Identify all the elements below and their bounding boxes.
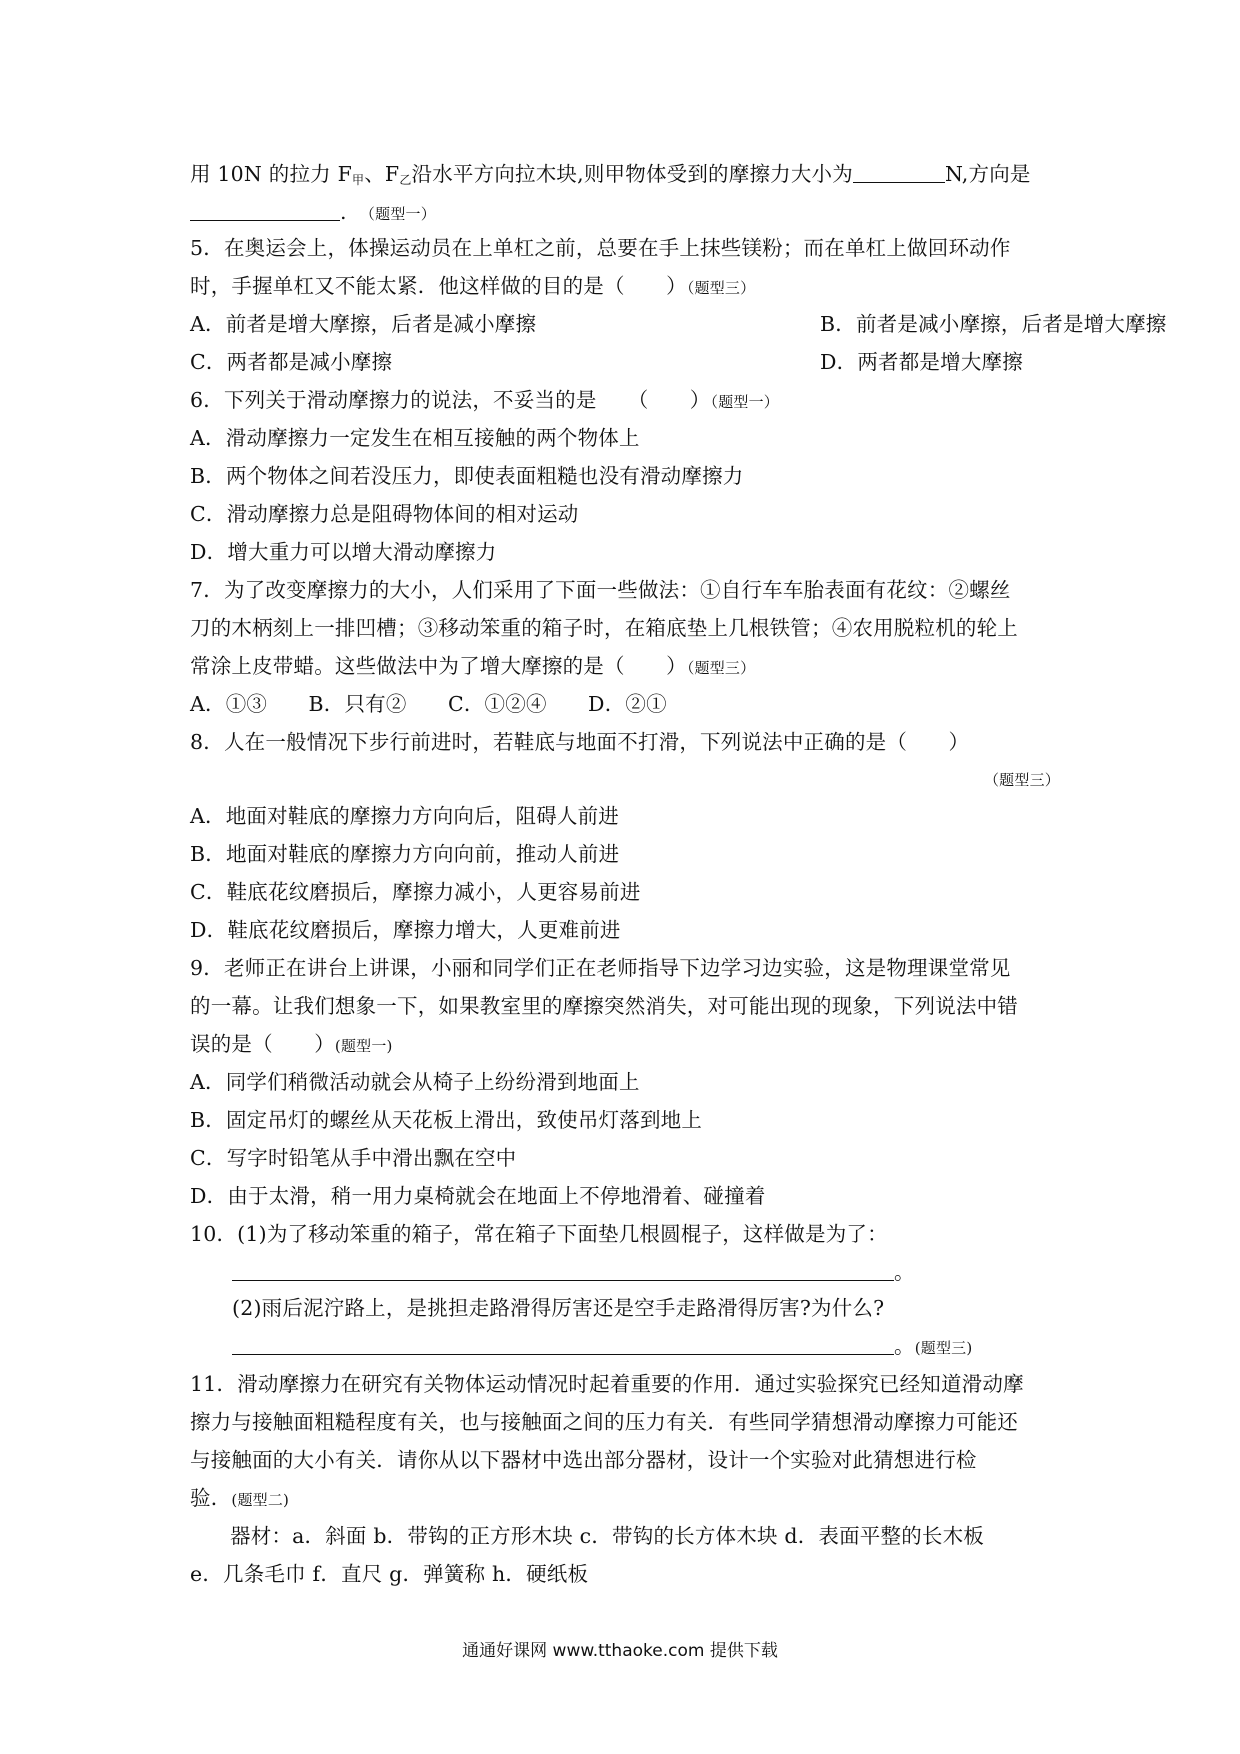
option-d: D．增大重力可以增大滑动摩擦力 <box>190 540 497 564</box>
q5-text: 时，手握单杠又不能太紧．他这样做的目的是（ ） <box>190 274 687 298</box>
q11-stem-2: 擦力与接触面粗糙程度有关，也与接触面之间的压力有关．有些同学猜想滑动摩擦力可能还 <box>190 1410 1018 1434</box>
option-d: D．鞋底花纹磨损后，摩擦力增大，人更难前进 <box>190 918 621 942</box>
q9-stem-3 <box>190 1028 1060 1062</box>
q4-text: 用 10N 的拉力 F <box>190 162 352 186</box>
question-type-tag: （题型一） <box>710 393 780 411</box>
q6-text: 6．下列关于滑动摩擦力的说法，不妥当的是 （ ） <box>190 388 711 412</box>
q10-part-1: 10．(1)为了移动笨重的箱子，常在箱子下面垫几根圆棍子，这样做是为了： <box>190 1222 888 1246</box>
q5-stem-1: 5．在奥运会上，体操运动员在上单杠之前，总要在手上抹些镁粉；而在单杠上做回环动作 <box>190 236 1011 260</box>
q8-tag-line <box>190 762 1060 796</box>
q7-stem-1: 7．为了改变摩擦力的大小，人们采用了下面一些做法：①自行车车胎表面有花纹：②螺丝 <box>190 578 1011 602</box>
q10-text: 。 <box>894 1334 915 1358</box>
q10-text: 。 <box>894 1260 915 1284</box>
q10-answer-line-1 <box>232 1256 1060 1288</box>
question-type-tag: (题型一) <box>334 1037 393 1055</box>
question-type-tag: （题型三） <box>686 659 756 677</box>
option-c: C．鞋底花纹磨损后，摩擦力减小，人更容易前进 <box>190 880 641 904</box>
question-type-tag: （题型一） <box>367 205 436 223</box>
option-d: D．由于太滑，稍一用力桌椅就会在地面上不停地滑着、碰撞着 <box>190 1184 766 1208</box>
option-b: B．两个物体之间若没压力，即使表面粗糙也没有滑动摩擦力 <box>190 464 744 488</box>
q7-text: 常涂上皮带蜡。这些做法中为了增大摩擦的是（ ） <box>190 654 687 678</box>
q4-text: 、F <box>364 162 400 186</box>
q11-materials-1: 器材：a．斜面 b．带钩的正方形木块 c．带钩的长方体木块 d．表面平整的长木板 <box>230 1524 984 1548</box>
q4-line-2 <box>190 196 1060 230</box>
question-type-tag: （题型三） <box>983 771 1060 789</box>
q11-text: 验． <box>190 1486 232 1510</box>
q4-text: . <box>340 200 347 224</box>
answer-blank[interactable] <box>853 160 945 183</box>
q11-stem-1: 11．滑动摩擦力在研究有关物体运动情况时起着重要的作用．通过实验探究已经知道滑动摩 <box>190 1372 1024 1396</box>
question-type-tag: （题型三） <box>686 279 756 297</box>
q8-stem: 8．人在一般情况下步行前进时，若鞋底与地面不打滑，下列说法中正确的是（ ） <box>190 730 970 754</box>
option-d: D．两者都是增大摩擦 <box>820 350 1023 374</box>
option-a: A．地面对鞋底的摩擦力方向向后，阻碍人前进 <box>190 804 620 828</box>
q7-options: A．①③ B．只有② C．①②④ D．②① <box>190 692 667 716</box>
q4-text: 沿水平方向拉木块,则甲物体受到的摩擦力大小为 <box>411 162 853 186</box>
q5-options-row-1 <box>190 308 1167 340</box>
q4-text: N,方向是 <box>944 162 1031 186</box>
question-type-tag: (题型三) <box>914 1339 973 1357</box>
q7-stem-2: 刀的木柄刻上一排凹槽；③移动笨重的箱子时，在箱底垫上几根铁管；④农用脱粒机的轮上 <box>190 616 1018 640</box>
option-b: B．固定吊灯的螺丝从天花板上滑出，致使吊灯落到地上 <box>190 1108 703 1132</box>
option-c: C．写字时铅笔从手中滑出飘在空中 <box>190 1146 517 1170</box>
option-b: B．地面对鞋底的摩擦力方向向前，推动人前进 <box>190 842 620 866</box>
q6-stem <box>190 384 1060 418</box>
q11-stem-4 <box>190 1482 1060 1516</box>
option-a: A．前者是增大摩擦，后者是减小摩擦 <box>190 312 537 336</box>
q7-stem-3 <box>190 650 1060 684</box>
q11-materials-2: e．几条毛巾 f．直尺 g．弹簧称 h．硬纸板 <box>190 1562 589 1586</box>
q10-answer-line-2 <box>232 1330 1060 1364</box>
q11-stem-3: 与接触面的大小有关．请你从以下器材中选出部分器材，设计一个实验对此猜想进行检 <box>190 1448 977 1472</box>
option-c: C．两者都是减小摩擦 <box>190 350 393 374</box>
question-type-tag: (题型二) <box>231 1491 290 1509</box>
answer-blank[interactable] <box>190 198 340 221</box>
q4-subscript: 甲 <box>352 173 365 187</box>
option-a: A．滑动摩擦力一定发生在相互接触的两个物体上 <box>190 426 640 450</box>
q5-options-row-2 <box>190 346 1060 378</box>
option-b: B．前者是减小摩擦，后者是增大摩擦 <box>820 312 1167 336</box>
option-a: A．同学们稍微活动就会从椅子上纷纷滑到地面上 <box>190 1070 640 1094</box>
q10-part-2: (2)雨后泥泞路上，是挑担走路滑得厉害还是空手走路滑得厉害?为什么? <box>232 1296 885 1320</box>
answer-blank[interactable] <box>232 1258 894 1281</box>
q4-subscript: 乙 <box>399 173 412 187</box>
q9-text: 误的是（ ） <box>190 1032 335 1056</box>
q5-stem-2 <box>190 270 1060 304</box>
q9-stem-1: 9．老师正在讲台上讲课，小丽和同学们正在老师指导下边学习边实验，这是物理课堂常见 <box>190 956 1011 980</box>
answer-blank[interactable] <box>232 1332 894 1355</box>
option-c: C．滑动摩擦力总是阻碍物体间的相对运动 <box>190 502 579 526</box>
q4-line-1 <box>190 158 1060 196</box>
page-footer: 通通好课网 www.tthaoke.com 提供下载 <box>462 1641 778 1661</box>
q9-stem-2: 的一幕。让我们想象一下，如果教室里的摩擦突然消失，对可能出现的现象，下列说法中错 <box>190 994 1018 1018</box>
